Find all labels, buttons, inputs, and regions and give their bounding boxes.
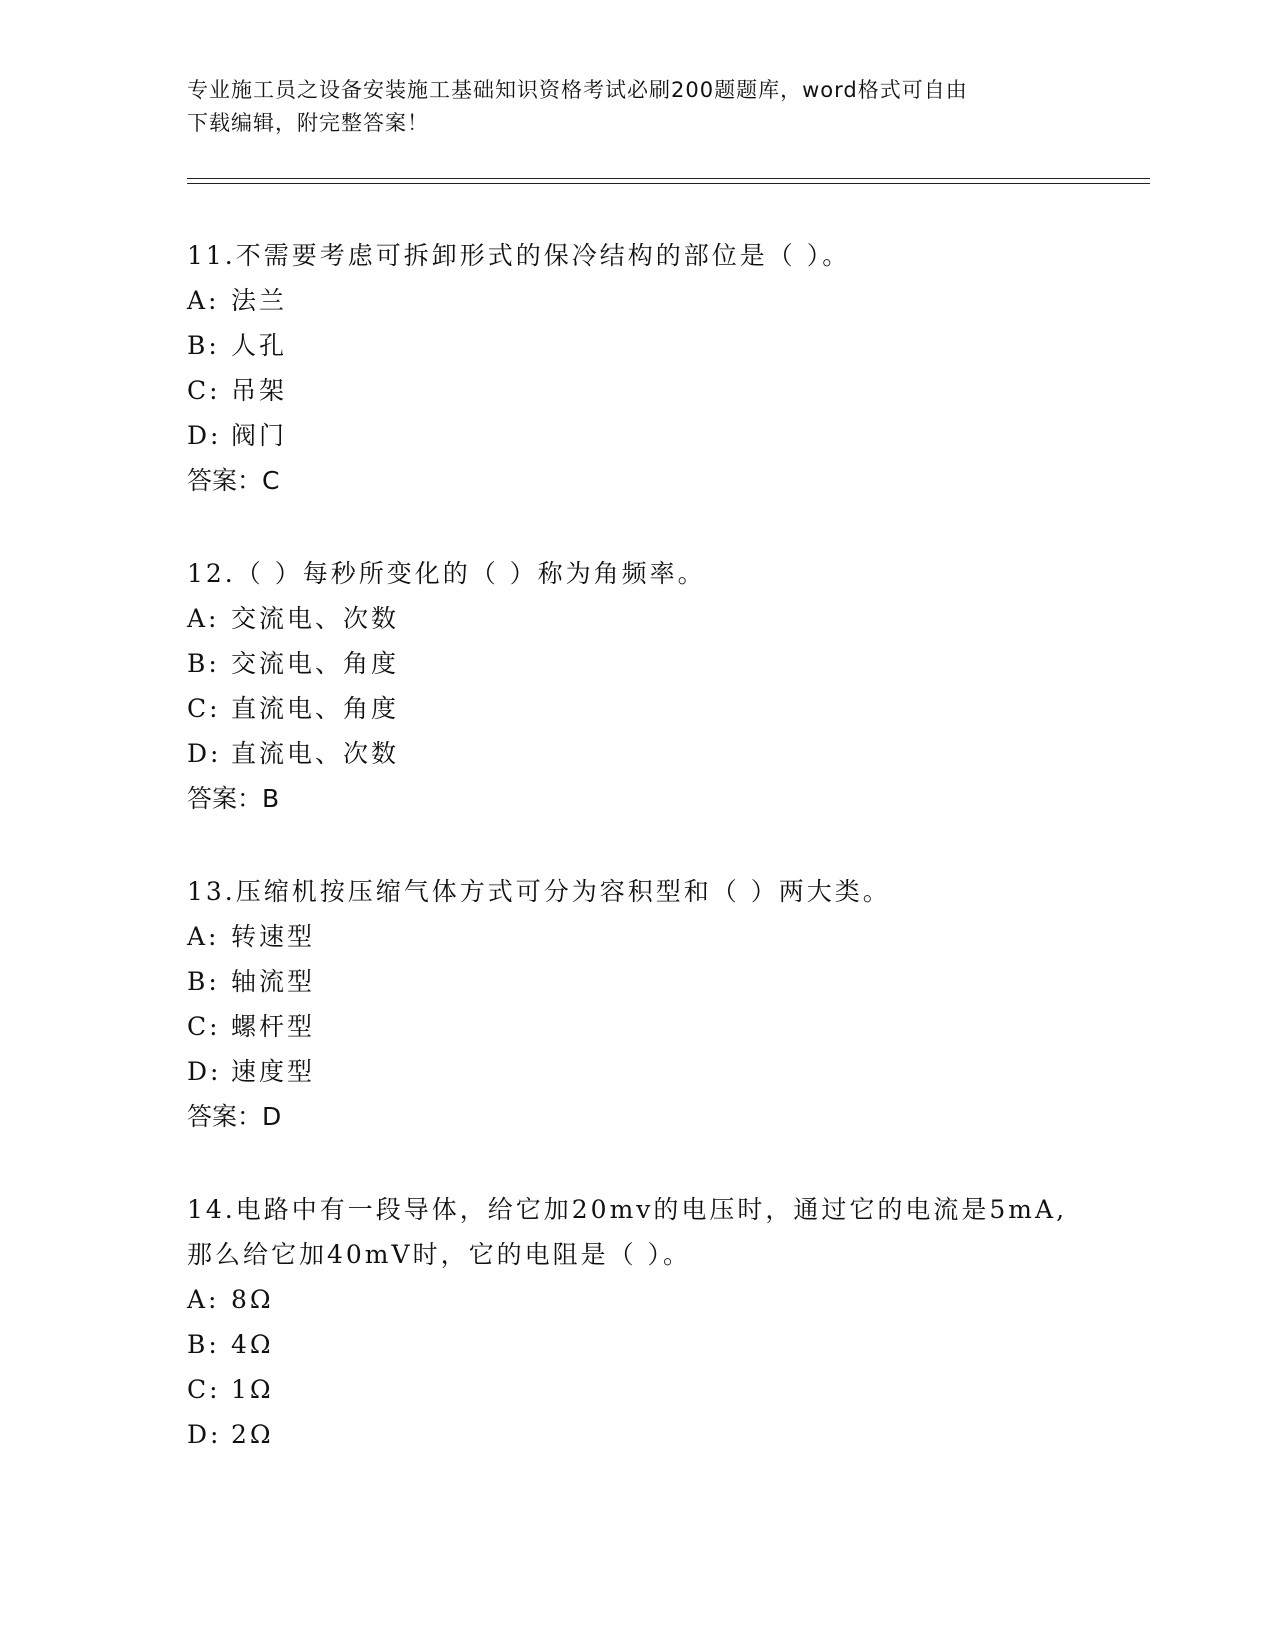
- option-letter: B:: [187, 1330, 220, 1359]
- option-a: [187, 278, 1087, 323]
- question-11: [187, 233, 1087, 503]
- option-a: [187, 1277, 1087, 1322]
- answer-line: 答案：B: [187, 784, 280, 813]
- option-letter: D:: [187, 421, 222, 450]
- option-a: [187, 596, 1087, 641]
- question-stem: 12.（ ）每秒所变化的（ ）称为角频率。: [187, 559, 706, 588]
- option-letter: D:: [187, 1057, 222, 1086]
- option-text: 轴流型: [231, 967, 316, 996]
- header-line-1: 专业施工员之设备安装施工基础知识资格考试必刷200题题库，word格式可自由: [187, 78, 968, 102]
- option-letter: A:: [187, 922, 220, 951]
- option-letter: A:: [187, 286, 220, 315]
- option-d: [187, 1412, 1087, 1457]
- option-text: 交流电、次数: [231, 604, 400, 633]
- option-text: 吊架: [231, 376, 288, 405]
- document-header: [187, 74, 1067, 140]
- option-d: [187, 731, 1087, 776]
- option-text: 直流电、次数: [231, 739, 400, 768]
- answer-line: 答案：D: [187, 1102, 282, 1131]
- option-text: 人孔: [231, 331, 288, 360]
- option-b: [187, 323, 1087, 368]
- option-b: [187, 641, 1087, 686]
- option-letter: C:: [187, 1012, 221, 1041]
- option-text: 速度型: [231, 1057, 316, 1086]
- question-stem: 11.不需要考虑可拆卸形式的保冷结构的部位是（ ）。: [187, 241, 851, 270]
- option-text: 直流电、角度: [231, 694, 400, 723]
- option-letter: C:: [187, 1375, 221, 1404]
- option-letter: A:: [187, 604, 220, 633]
- option-text: 转速型: [231, 922, 316, 951]
- option-c: [187, 368, 1087, 413]
- option-d: [187, 1049, 1087, 1094]
- option-b: [187, 1322, 1087, 1367]
- option-c: [187, 686, 1087, 731]
- option-text: 螺杆型: [231, 1012, 316, 1041]
- option-letter: A:: [187, 1285, 220, 1314]
- option-letter: B:: [187, 649, 220, 678]
- option-letter: C:: [187, 376, 221, 405]
- option-d: [187, 413, 1087, 458]
- header-divider-bottom: [187, 183, 1150, 184]
- option-text: 阀门: [231, 421, 288, 450]
- option-text: 1Ω: [231, 1375, 274, 1404]
- option-a: [187, 914, 1087, 959]
- option-letter: B:: [187, 967, 220, 996]
- question-stem-line-1: 14.电路中有一段导体，给它加20mv的电压时，通过它的电流是5mA,: [187, 1195, 1068, 1224]
- option-c: [187, 1004, 1087, 1049]
- question-stem: 13.压缩机按压缩气体方式可分为容积型和（ ）两大类。: [187, 877, 891, 906]
- question-13: [187, 869, 1087, 1139]
- option-letter: D:: [187, 739, 222, 768]
- option-text: 交流电、角度: [231, 649, 400, 678]
- answer-line: 答案：C: [187, 466, 280, 495]
- option-text: 4Ω: [231, 1330, 274, 1359]
- option-letter: B:: [187, 331, 220, 360]
- option-letter: D:: [187, 1420, 222, 1449]
- option-text: 2Ω: [231, 1420, 274, 1449]
- option-b: [187, 959, 1087, 1004]
- question-stem-line-2: 那么给它加40mV时，它的电阻是（ ）。: [187, 1240, 692, 1269]
- option-text: 8Ω: [231, 1285, 274, 1314]
- header-line-2: 下载编辑，附完整答案！: [187, 111, 429, 135]
- option-letter: C:: [187, 694, 221, 723]
- option-text: 法兰: [231, 286, 288, 315]
- question-12: [187, 551, 1087, 821]
- header-divider-top: [187, 178, 1150, 179]
- option-c: [187, 1367, 1087, 1412]
- question-14: [187, 1187, 1087, 1457]
